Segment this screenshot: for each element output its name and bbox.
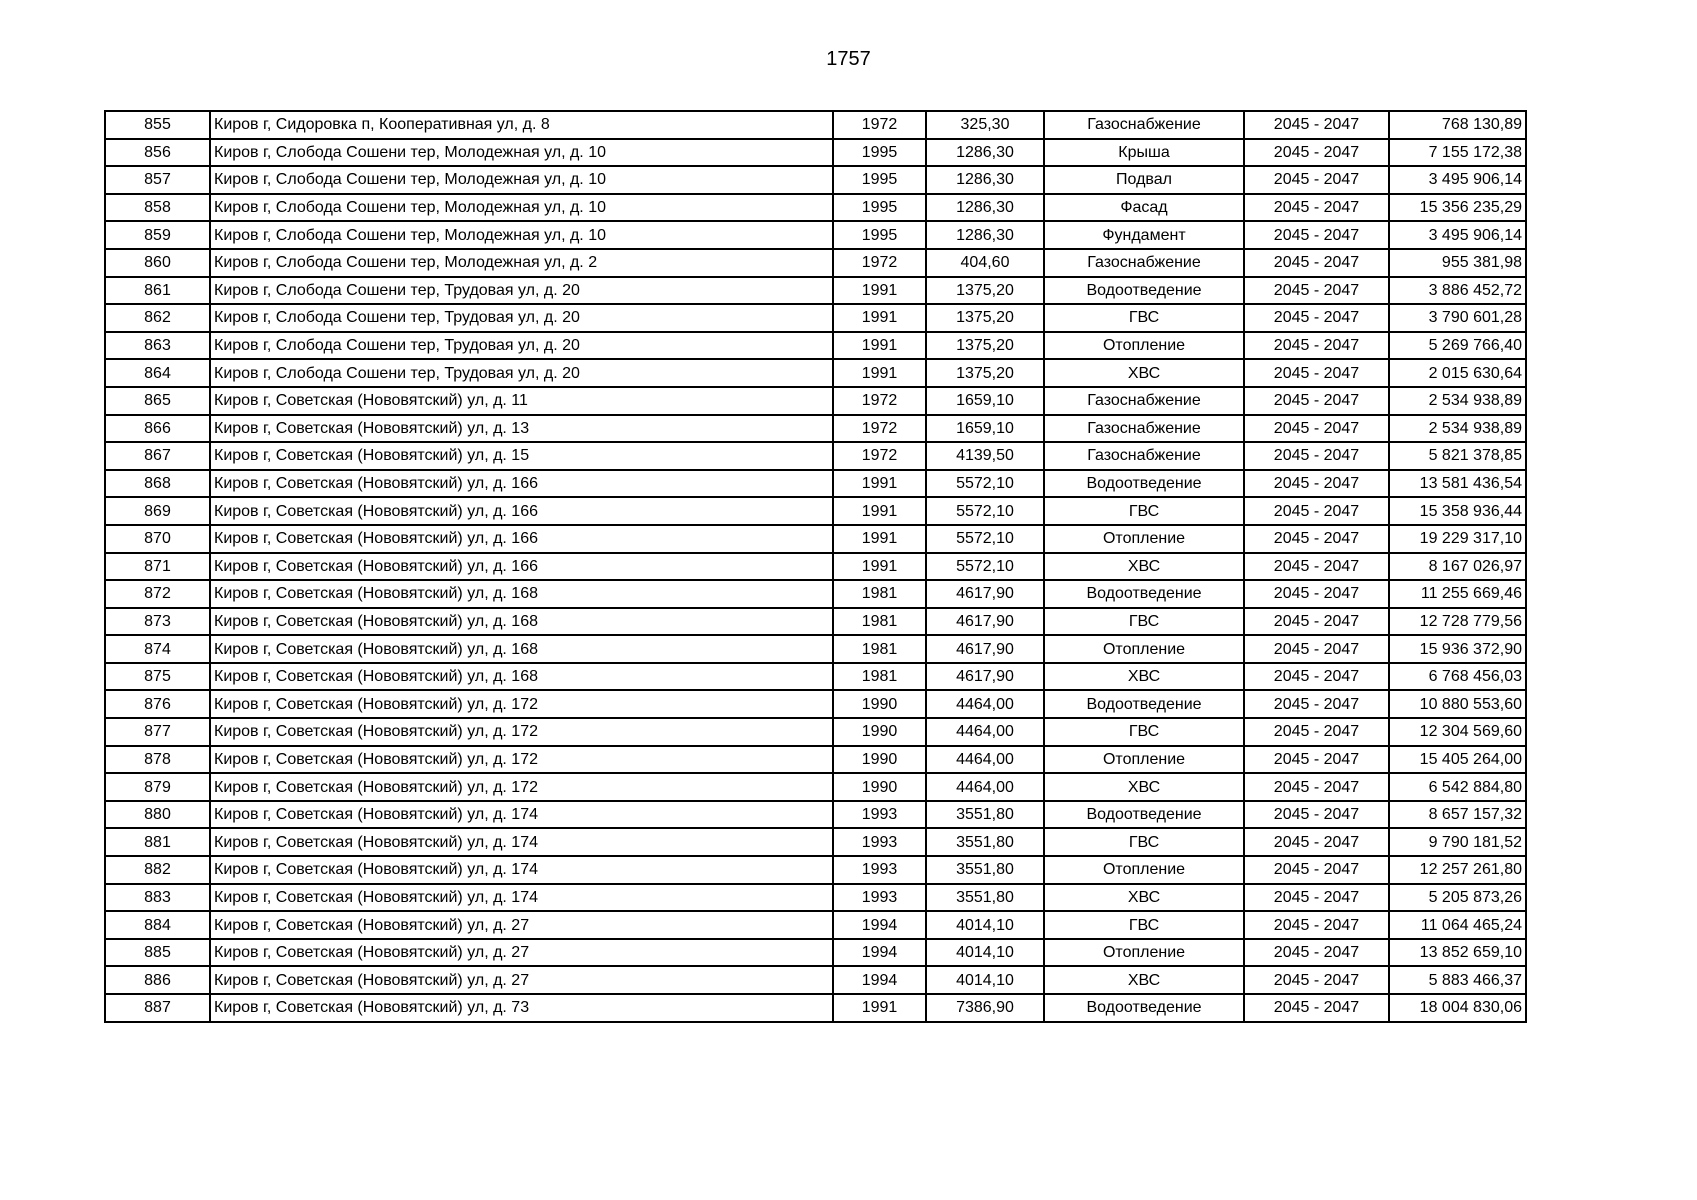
build-year-cell: 1981 xyxy=(833,663,926,691)
page-number: 1757 xyxy=(826,48,871,70)
period-cell: 2045 - 2047 xyxy=(1244,690,1389,718)
period-cell: 2045 - 2047 xyxy=(1244,718,1389,746)
area-cell: 3551,80 xyxy=(926,856,1044,884)
work-type-cell: ХВС xyxy=(1044,773,1244,801)
area-cell: 1286,30 xyxy=(926,139,1044,167)
table-row xyxy=(105,359,1526,387)
period-cell: 2045 - 2047 xyxy=(1244,525,1389,553)
area-cell: 4617,90 xyxy=(926,608,1044,636)
cost-cell: 15 358 936,44 xyxy=(1389,497,1526,525)
row-number-cell: 855 xyxy=(105,111,210,139)
build-year-cell: 1981 xyxy=(833,635,926,663)
area-cell: 1375,20 xyxy=(926,359,1044,387)
table-row xyxy=(105,194,1526,222)
work-type-cell: Водоотведение xyxy=(1044,801,1244,829)
area-cell: 1375,20 xyxy=(926,304,1044,332)
table-row xyxy=(105,939,1526,967)
period-cell: 2045 - 2047 xyxy=(1244,884,1389,912)
row-number-cell: 885 xyxy=(105,939,210,967)
row-number-cell: 862 xyxy=(105,304,210,332)
table-row xyxy=(105,966,1526,994)
row-number-cell: 875 xyxy=(105,663,210,691)
period-cell: 2045 - 2047 xyxy=(1244,635,1389,663)
row-number-cell: 881 xyxy=(105,828,210,856)
cost-cell: 6 768 456,03 xyxy=(1389,663,1526,691)
row-number-cell: 871 xyxy=(105,553,210,581)
period-cell: 2045 - 2047 xyxy=(1244,663,1389,691)
table-row xyxy=(105,994,1526,1022)
work-type-cell: Газоснабжение xyxy=(1044,249,1244,277)
table-row xyxy=(105,221,1526,249)
cost-cell: 12 257 261,80 xyxy=(1389,856,1526,884)
area-cell: 4464,00 xyxy=(926,718,1044,746)
period-cell: 2045 - 2047 xyxy=(1244,801,1389,829)
cost-cell: 5 269 766,40 xyxy=(1389,332,1526,360)
table-row xyxy=(105,139,1526,167)
area-cell: 1659,10 xyxy=(926,387,1044,415)
row-number-cell: 865 xyxy=(105,387,210,415)
build-year-cell: 1995 xyxy=(833,139,926,167)
build-year-cell: 1995 xyxy=(833,166,926,194)
address-cell: Киров г, Советская (Нововятский) ул, д. 15 xyxy=(210,442,833,470)
cost-cell: 2 534 938,89 xyxy=(1389,387,1526,415)
row-number-cell: 878 xyxy=(105,746,210,774)
table-row xyxy=(105,608,1526,636)
address-cell: Киров г, Советская (Нововятский) ул, д. 73 xyxy=(210,994,833,1022)
cost-cell: 15 356 235,29 xyxy=(1389,194,1526,222)
period-cell: 2045 - 2047 xyxy=(1244,580,1389,608)
address-cell: Киров г, Советская (Нововятский) ул, д. 174 xyxy=(210,828,833,856)
period-cell: 2045 - 2047 xyxy=(1244,856,1389,884)
cost-cell: 8 167 026,97 xyxy=(1389,553,1526,581)
build-year-cell: 1994 xyxy=(833,939,926,967)
area-cell: 4014,10 xyxy=(926,939,1044,967)
address-cell: Киров г, Советская (Нововятский) ул, д. 174 xyxy=(210,856,833,884)
period-cell: 2045 - 2047 xyxy=(1244,166,1389,194)
build-year-cell: 1991 xyxy=(833,304,926,332)
address-cell: Киров г, Советская (Нововятский) ул, д. 174 xyxy=(210,801,833,829)
row-number-cell: 863 xyxy=(105,332,210,360)
area-cell: 4464,00 xyxy=(926,690,1044,718)
table-row xyxy=(105,332,1526,360)
work-type-cell: ХВС xyxy=(1044,359,1244,387)
table-row xyxy=(105,442,1526,470)
cost-cell: 3 886 452,72 xyxy=(1389,277,1526,305)
period-cell: 2045 - 2047 xyxy=(1244,332,1389,360)
area-cell: 4617,90 xyxy=(926,635,1044,663)
period-cell: 2045 - 2047 xyxy=(1244,387,1389,415)
area-cell: 3551,80 xyxy=(926,801,1044,829)
work-type-cell: Водоотведение xyxy=(1044,277,1244,305)
cost-cell: 15 405 264,00 xyxy=(1389,746,1526,774)
address-cell: Киров г, Слобода Сошени тер, Трудовая ул, д. 20 xyxy=(210,359,833,387)
table-row xyxy=(105,580,1526,608)
table-row xyxy=(105,746,1526,774)
period-cell: 2045 - 2047 xyxy=(1244,442,1389,470)
cost-cell: 8 657 157,32 xyxy=(1389,801,1526,829)
table-row xyxy=(105,773,1526,801)
period-cell: 2045 - 2047 xyxy=(1244,249,1389,277)
area-cell: 4617,90 xyxy=(926,580,1044,608)
table-row xyxy=(105,828,1526,856)
area-cell: 4014,10 xyxy=(926,911,1044,939)
address-cell: Киров г, Слобода Сошени тер, Молодежная ул, д. 10 xyxy=(210,166,833,194)
work-type-cell: Газоснабжение xyxy=(1044,415,1244,443)
work-type-cell: Отопление xyxy=(1044,635,1244,663)
work-type-cell: Газоснабжение xyxy=(1044,387,1244,415)
table-row xyxy=(105,470,1526,498)
build-year-cell: 1995 xyxy=(833,221,926,249)
row-number-cell: 864 xyxy=(105,359,210,387)
work-type-cell: Отопление xyxy=(1044,525,1244,553)
address-cell: Киров г, Советская (Нововятский) ул, д. 174 xyxy=(210,884,833,912)
work-type-cell: ГВС xyxy=(1044,911,1244,939)
area-cell: 1659,10 xyxy=(926,415,1044,443)
build-year-cell: 1993 xyxy=(833,884,926,912)
build-year-cell: 1981 xyxy=(833,580,926,608)
period-cell: 2045 - 2047 xyxy=(1244,828,1389,856)
work-type-cell: Водоотведение xyxy=(1044,470,1244,498)
work-type-cell: Отопление xyxy=(1044,746,1244,774)
row-number-cell: 857 xyxy=(105,166,210,194)
build-year-cell: 1981 xyxy=(833,608,926,636)
table-row xyxy=(105,801,1526,829)
area-cell: 1286,30 xyxy=(926,166,1044,194)
area-cell: 325,30 xyxy=(926,111,1044,139)
address-cell: Киров г, Слобода Сошени тер, Трудовая ул, д. 20 xyxy=(210,277,833,305)
area-cell: 5572,10 xyxy=(926,525,1044,553)
address-cell: Киров г, Советская (Нововятский) ул, д. 166 xyxy=(210,497,833,525)
table-row xyxy=(105,525,1526,553)
address-cell: Киров г, Советская (Нововятский) ул, д. 168 xyxy=(210,635,833,663)
address-cell: Киров г, Советская (Нововятский) ул, д. 168 xyxy=(210,663,833,691)
address-cell: Киров г, Слобода Сошени тер, Молодежная ул, д. 10 xyxy=(210,194,833,222)
row-number-cell: 859 xyxy=(105,221,210,249)
cost-cell: 15 936 372,90 xyxy=(1389,635,1526,663)
period-cell: 2045 - 2047 xyxy=(1244,994,1389,1022)
row-number-cell: 883 xyxy=(105,884,210,912)
row-number-cell: 861 xyxy=(105,277,210,305)
address-cell: Киров г, Советская (Нововятский) ул, д. 27 xyxy=(210,911,833,939)
row-number-cell: 868 xyxy=(105,470,210,498)
area-cell: 1286,30 xyxy=(926,221,1044,249)
work-type-cell: ХВС xyxy=(1044,663,1244,691)
cost-cell: 13 852 659,10 xyxy=(1389,939,1526,967)
build-year-cell: 1993 xyxy=(833,801,926,829)
address-cell: Киров г, Слобода Сошени тер, Молодежная ул, д. 10 xyxy=(210,221,833,249)
cost-cell: 5 205 873,26 xyxy=(1389,884,1526,912)
period-cell: 2045 - 2047 xyxy=(1244,277,1389,305)
row-number-cell: 866 xyxy=(105,415,210,443)
work-type-cell: ХВС xyxy=(1044,966,1244,994)
address-cell: Киров г, Советская (Нововятский) ул, д. 168 xyxy=(210,580,833,608)
build-year-cell: 1991 xyxy=(833,359,926,387)
period-cell: 2045 - 2047 xyxy=(1244,470,1389,498)
work-type-cell: ХВС xyxy=(1044,884,1244,912)
table-row xyxy=(105,718,1526,746)
row-number-cell: 860 xyxy=(105,249,210,277)
table-row xyxy=(105,884,1526,912)
period-cell: 2045 - 2047 xyxy=(1244,746,1389,774)
work-type-cell: Отопление xyxy=(1044,332,1244,360)
period-cell: 2045 - 2047 xyxy=(1244,608,1389,636)
area-cell: 4464,00 xyxy=(926,773,1044,801)
work-type-cell: Газоснабжение xyxy=(1044,442,1244,470)
cost-cell: 3 495 906,14 xyxy=(1389,221,1526,249)
period-cell: 2045 - 2047 xyxy=(1244,773,1389,801)
build-year-cell: 1990 xyxy=(833,690,926,718)
address-cell: Киров г, Советская (Нововятский) ул, д. 166 xyxy=(210,470,833,498)
build-year-cell: 1993 xyxy=(833,828,926,856)
period-cell: 2045 - 2047 xyxy=(1244,553,1389,581)
period-cell: 2045 - 2047 xyxy=(1244,911,1389,939)
work-type-cell: ГВС xyxy=(1044,828,1244,856)
table-row xyxy=(105,387,1526,415)
work-type-cell: Газоснабжение xyxy=(1044,111,1244,139)
work-type-cell: Подвал xyxy=(1044,166,1244,194)
cost-cell: 3 790 601,28 xyxy=(1389,304,1526,332)
table-row xyxy=(105,690,1526,718)
period-cell: 2045 - 2047 xyxy=(1244,939,1389,967)
cost-cell: 3 495 906,14 xyxy=(1389,166,1526,194)
table-row xyxy=(105,663,1526,691)
build-year-cell: 1991 xyxy=(833,277,926,305)
cost-cell: 19 229 317,10 xyxy=(1389,525,1526,553)
build-year-cell: 1990 xyxy=(833,773,926,801)
work-type-cell: Отопление xyxy=(1044,939,1244,967)
period-cell: 2045 - 2047 xyxy=(1244,221,1389,249)
table-row xyxy=(105,911,1526,939)
cost-cell: 9 790 181,52 xyxy=(1389,828,1526,856)
row-number-cell: 886 xyxy=(105,966,210,994)
area-cell: 3551,80 xyxy=(926,828,1044,856)
row-number-cell: 869 xyxy=(105,497,210,525)
row-number-cell: 870 xyxy=(105,525,210,553)
row-number-cell: 874 xyxy=(105,635,210,663)
build-year-cell: 1991 xyxy=(833,553,926,581)
cost-cell: 10 880 553,60 xyxy=(1389,690,1526,718)
table-row xyxy=(105,415,1526,443)
cost-cell: 12 728 779,56 xyxy=(1389,608,1526,636)
area-cell: 1375,20 xyxy=(926,277,1044,305)
address-cell: Киров г, Сидоровка п, Кооперативная ул, д. 8 xyxy=(210,111,833,139)
row-number-cell: 856 xyxy=(105,139,210,167)
period-cell: 2045 - 2047 xyxy=(1244,497,1389,525)
address-cell: Киров г, Советская (Нововятский) ул, д. 13 xyxy=(210,415,833,443)
row-number-cell: 879 xyxy=(105,773,210,801)
row-number-cell: 872 xyxy=(105,580,210,608)
row-number-cell: 884 xyxy=(105,911,210,939)
address-cell: Киров г, Советская (Нововятский) ул, д. 172 xyxy=(210,690,833,718)
area-cell: 4014,10 xyxy=(926,966,1044,994)
area-cell: 7386,90 xyxy=(926,994,1044,1022)
area-cell: 1286,30 xyxy=(926,194,1044,222)
build-year-cell: 1972 xyxy=(833,249,926,277)
area-cell: 1375,20 xyxy=(926,332,1044,360)
work-type-cell: ГВС xyxy=(1044,497,1244,525)
address-cell: Киров г, Слобода Сошени тер, Трудовая ул, д. 20 xyxy=(210,304,833,332)
row-number-cell: 858 xyxy=(105,194,210,222)
area-cell: 4139,50 xyxy=(926,442,1044,470)
build-year-cell: 1990 xyxy=(833,718,926,746)
work-type-cell: Отопление xyxy=(1044,856,1244,884)
table-body xyxy=(105,111,1526,1022)
build-year-cell: 1991 xyxy=(833,497,926,525)
row-number-cell: 887 xyxy=(105,994,210,1022)
address-cell: Киров г, Советская (Нововятский) ул, д. 168 xyxy=(210,608,833,636)
table-row xyxy=(105,249,1526,277)
work-type-cell: ХВС xyxy=(1044,553,1244,581)
area-cell: 5572,10 xyxy=(926,553,1044,581)
row-number-cell: 880 xyxy=(105,801,210,829)
period-cell: 2045 - 2047 xyxy=(1244,139,1389,167)
cost-cell: 2 534 938,89 xyxy=(1389,415,1526,443)
build-year-cell: 1993 xyxy=(833,856,926,884)
work-type-cell: ГВС xyxy=(1044,608,1244,636)
build-year-cell: 1995 xyxy=(833,194,926,222)
cost-cell: 13 581 436,54 xyxy=(1389,470,1526,498)
build-year-cell: 1972 xyxy=(833,111,926,139)
row-number-cell: 876 xyxy=(105,690,210,718)
table-row xyxy=(105,856,1526,884)
build-year-cell: 1972 xyxy=(833,387,926,415)
build-year-cell: 1991 xyxy=(833,994,926,1022)
build-year-cell: 1990 xyxy=(833,746,926,774)
address-cell: Киров г, Советская (Нововятский) ул, д. 27 xyxy=(210,966,833,994)
table-row xyxy=(105,553,1526,581)
work-type-cell: Крыша xyxy=(1044,139,1244,167)
repair-schedule-table xyxy=(104,110,1527,1023)
cost-cell: 18 004 830,06 xyxy=(1389,994,1526,1022)
cost-cell: 955 381,98 xyxy=(1389,249,1526,277)
address-cell: Киров г, Советская (Нововятский) ул, д. 166 xyxy=(210,525,833,553)
cost-cell: 11 255 669,46 xyxy=(1389,580,1526,608)
cost-cell: 7 155 172,38 xyxy=(1389,139,1526,167)
build-year-cell: 1991 xyxy=(833,470,926,498)
address-cell: Киров г, Советская (Нововятский) ул, д. 11 xyxy=(210,387,833,415)
work-type-cell: Фасад xyxy=(1044,194,1244,222)
row-number-cell: 882 xyxy=(105,856,210,884)
period-cell: 2045 - 2047 xyxy=(1244,415,1389,443)
area-cell: 404,60 xyxy=(926,249,1044,277)
table-row xyxy=(105,635,1526,663)
table-row xyxy=(105,304,1526,332)
row-number-cell: 877 xyxy=(105,718,210,746)
period-cell: 2045 - 2047 xyxy=(1244,111,1389,139)
work-type-cell: Водоотведение xyxy=(1044,690,1244,718)
address-cell: Киров г, Советская (Нововятский) ул, д. 172 xyxy=(210,773,833,801)
build-year-cell: 1972 xyxy=(833,442,926,470)
table-row xyxy=(105,111,1526,139)
area-cell: 5572,10 xyxy=(926,470,1044,498)
row-number-cell: 867 xyxy=(105,442,210,470)
build-year-cell: 1994 xyxy=(833,966,926,994)
cost-cell: 2 015 630,64 xyxy=(1389,359,1526,387)
table-row xyxy=(105,166,1526,194)
build-year-cell: 1991 xyxy=(833,332,926,360)
period-cell: 2045 - 2047 xyxy=(1244,359,1389,387)
cost-cell: 6 542 884,80 xyxy=(1389,773,1526,801)
build-year-cell: 1994 xyxy=(833,911,926,939)
address-cell: Киров г, Слобода Сошени тер, Трудовая ул, д. 20 xyxy=(210,332,833,360)
work-type-cell: Фундамент xyxy=(1044,221,1244,249)
address-cell: Киров г, Слобода Сошени тер, Молодежная ул, д. 10 xyxy=(210,139,833,167)
address-cell: Киров г, Советская (Нововятский) ул, д. 172 xyxy=(210,718,833,746)
address-cell: Киров г, Слобода Сошени тер, Молодежная ул, д. 2 xyxy=(210,249,833,277)
period-cell: 2045 - 2047 xyxy=(1244,194,1389,222)
period-cell: 2045 - 2047 xyxy=(1244,966,1389,994)
work-type-cell: ГВС xyxy=(1044,304,1244,332)
cost-cell: 11 064 465,24 xyxy=(1389,911,1526,939)
cost-cell: 12 304 569,60 xyxy=(1389,718,1526,746)
cost-cell: 768 130,89 xyxy=(1389,111,1526,139)
area-cell: 4617,90 xyxy=(926,663,1044,691)
area-cell: 4464,00 xyxy=(926,746,1044,774)
address-cell: Киров г, Советская (Нововятский) ул, д. 166 xyxy=(210,553,833,581)
area-cell: 3551,80 xyxy=(926,884,1044,912)
work-type-cell: Водоотведение xyxy=(1044,580,1244,608)
address-cell: Киров г, Советская (Нововятский) ул, д. 27 xyxy=(210,939,833,967)
work-type-cell: Водоотведение xyxy=(1044,994,1244,1022)
build-year-cell: 1991 xyxy=(833,525,926,553)
table-row xyxy=(105,277,1526,305)
build-year-cell: 1972 xyxy=(833,415,926,443)
cost-cell: 5 883 466,37 xyxy=(1389,966,1526,994)
cost-cell: 5 821 378,85 xyxy=(1389,442,1526,470)
area-cell: 5572,10 xyxy=(926,497,1044,525)
work-type-cell: ГВС xyxy=(1044,718,1244,746)
table-row xyxy=(105,497,1526,525)
period-cell: 2045 - 2047 xyxy=(1244,304,1389,332)
row-number-cell: 873 xyxy=(105,608,210,636)
address-cell: Киров г, Советская (Нововятский) ул, д. 172 xyxy=(210,746,833,774)
